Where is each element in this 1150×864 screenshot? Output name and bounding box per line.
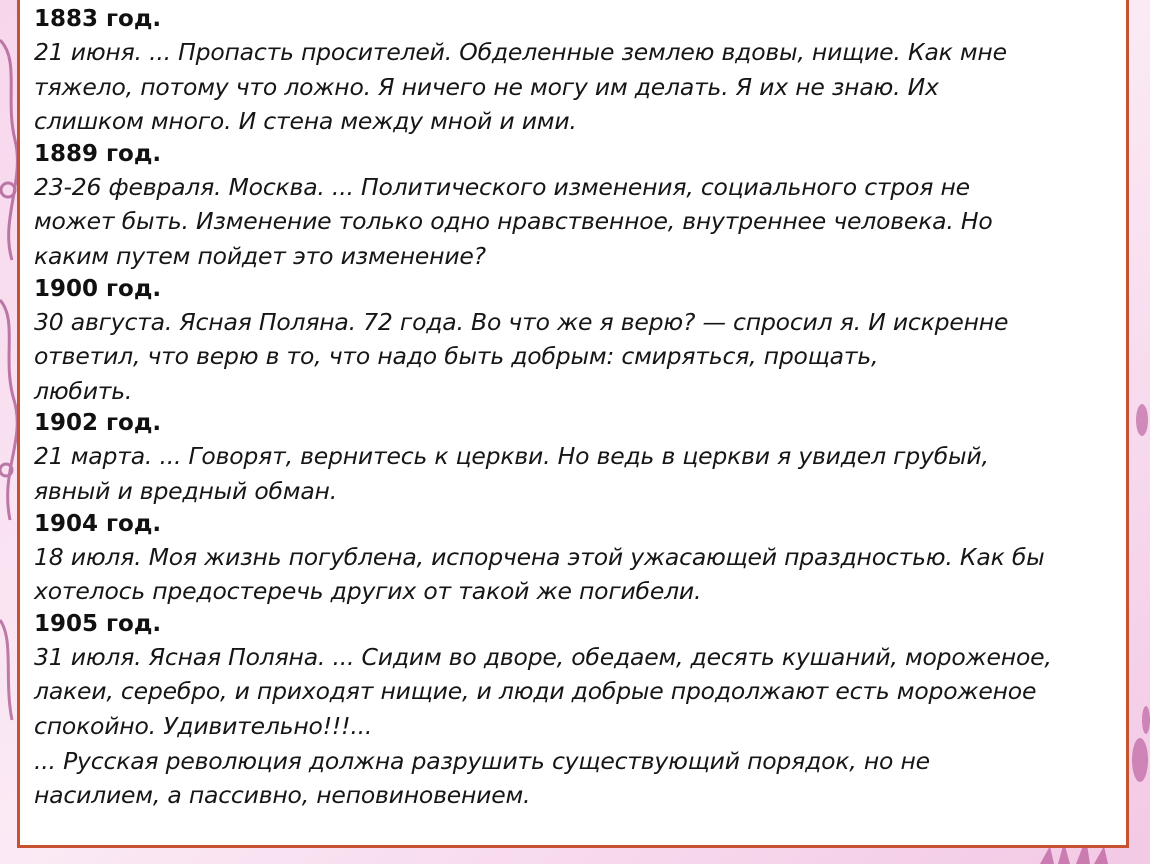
- entry-line: каким путем пойдет это изменение?: [34, 241, 486, 270]
- entry-line: 21 июня. ... Пропасть просителей. Обделенные землею вдовы, нищие. Как мне: [34, 38, 1007, 66]
- entry-line: тяжело, потому что ложно. Я ничего не могу им делать. Я их не знаю. Их: [34, 72, 939, 101]
- entry-line: может быть. Изменение только одно нравственное, внутреннее человека. Но: [34, 207, 993, 236]
- entry-line: явный и вредный обман.: [34, 476, 337, 505]
- year-heading: 1905 год.: [34, 610, 162, 637]
- diary-entry: [34, 35, 1116, 139]
- entry-line: хотелось предостеречь других от такой же погибели.: [34, 577, 702, 606]
- diary-entry: [34, 540, 1116, 609]
- entry-line: 30 августа. Ясная Поляна. 72 года. Во что же я верю? — спросил я. И искренне: [34, 307, 1009, 336]
- year-heading: 1883 год.: [34, 6, 162, 32]
- entry-line: лакеи, серебро, и приходят нищие, и люди добрые продолжают есть мороженое: [34, 677, 1037, 706]
- diary-entry: [34, 170, 1116, 274]
- diary-text-card: [17, 0, 1129, 848]
- entry-line: 21 марта. ... Говорят, вернитесь к церкви. Но ведь в церкви я увидел грубый,: [34, 442, 989, 471]
- entry-line: слишком много. И стена между мной и ими.: [34, 107, 577, 136]
- diary-entry: [34, 305, 1116, 409]
- entry-line: спокойно. Удивительно!!!...: [34, 711, 373, 740]
- year-heading: 1904 год.: [34, 510, 162, 537]
- entry-line: 23-26 февраля. Москва. ... Политического изменения, социального строя не: [34, 172, 970, 201]
- entry-line: насилием, а пассивно, неповиновением.: [34, 781, 531, 810]
- year-heading: 1889 год.: [34, 140, 162, 167]
- entry-line: ответил, что верю в то, что надо быть добрым: смиряться, прощать,: [34, 342, 879, 371]
- year-heading: 1902 год.: [34, 410, 162, 437]
- entry-line: любить.: [34, 376, 133, 405]
- entry-line: 31 июля. Ясная Поляна. ... Сидим во дворе, обедаем, десять кушаний, мороженое,: [34, 642, 1052, 671]
- diary-entry: [34, 439, 1116, 508]
- entry-line: 18 июля. Моя жизнь погублена, испорчена этой ужасающей праздностью. Как бы: [34, 542, 1045, 571]
- diary-entry: [34, 640, 1116, 813]
- entry-line: ... Русская революция должна разрушить существующий порядок, но не: [34, 746, 930, 775]
- year-heading: 1900 год.: [34, 275, 162, 302]
